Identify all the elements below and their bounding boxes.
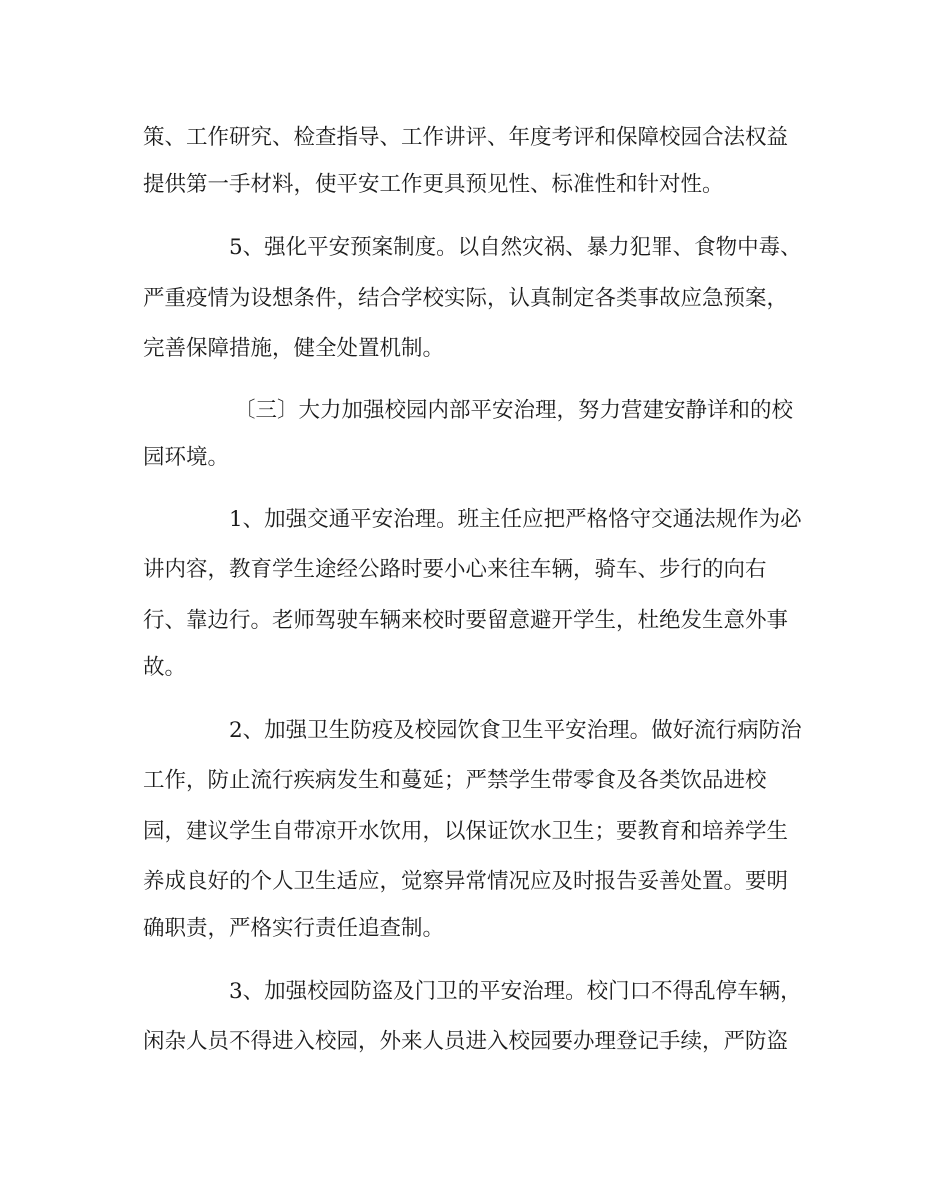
text-line: 讲内容，教育学生途经公路时要小心来往车辆，骑车、步行的向右 [143,557,767,582]
text-line: 闲杂人员不得进入校园，外来人员进入校园要办理登记手续，严防盗 [143,1029,789,1054]
paragraph-1-heading-line: 1、加强交通平安治理。班主任应把严格恪守交通法规作为必 [229,507,802,532]
text-line: 工作，防止流行疾病发生和蔓延；严禁学生带零食及各类饮品进校 [143,768,767,793]
text-line: 完善保障措施，健全处置机制。 [143,336,445,361]
paragraph-5-heading-line: 5、强化平安预案制度。以自然灾祸、暴力犯罪、食物中毒、 [229,235,802,260]
text-line: 策、工作研究、检查指导、工作讲评、年度考评和保障校园合法权益 [143,125,789,150]
document-body [143,125,808,1055]
paragraph-2-heading-line: 2、加强卫生防疫及校园饮食卫生平安治理。做好流行病防治 [229,718,802,743]
paragraph-3-heading-line: 3、加强校园防盗及门卫的平安治理。校门口不得乱停车辆， [229,979,802,1004]
text-line: 园，建议学生自带凉开水饮用，以保证饮水卫生；要教育和培养学生 [143,819,789,844]
text-line: 严重疫情为设想条件，结合学校实际，认真制定各类事故应急预案， [143,286,789,311]
text-line: 故。 [143,655,187,680]
section-3-heading-line: 〔三〕大力加强校园内部平安治理，努力营建安静详和的校 [234,398,794,423]
text-line: 确职责，严格实行责任追查制。 [143,916,445,941]
text-line: 养成良好的个人卫生适应，觉察异常情况应及时报告妥善处置。要明 [143,869,789,894]
text-line: 行、靠边行。老师驾驶车辆来校时要留意避开学生，杜绝发生意外事 [143,608,789,633]
text-line: 提供第一手材料，使平安工作更具预见性、标准性和针对性。 [143,172,724,197]
text-line: 园环境。 [143,445,230,470]
